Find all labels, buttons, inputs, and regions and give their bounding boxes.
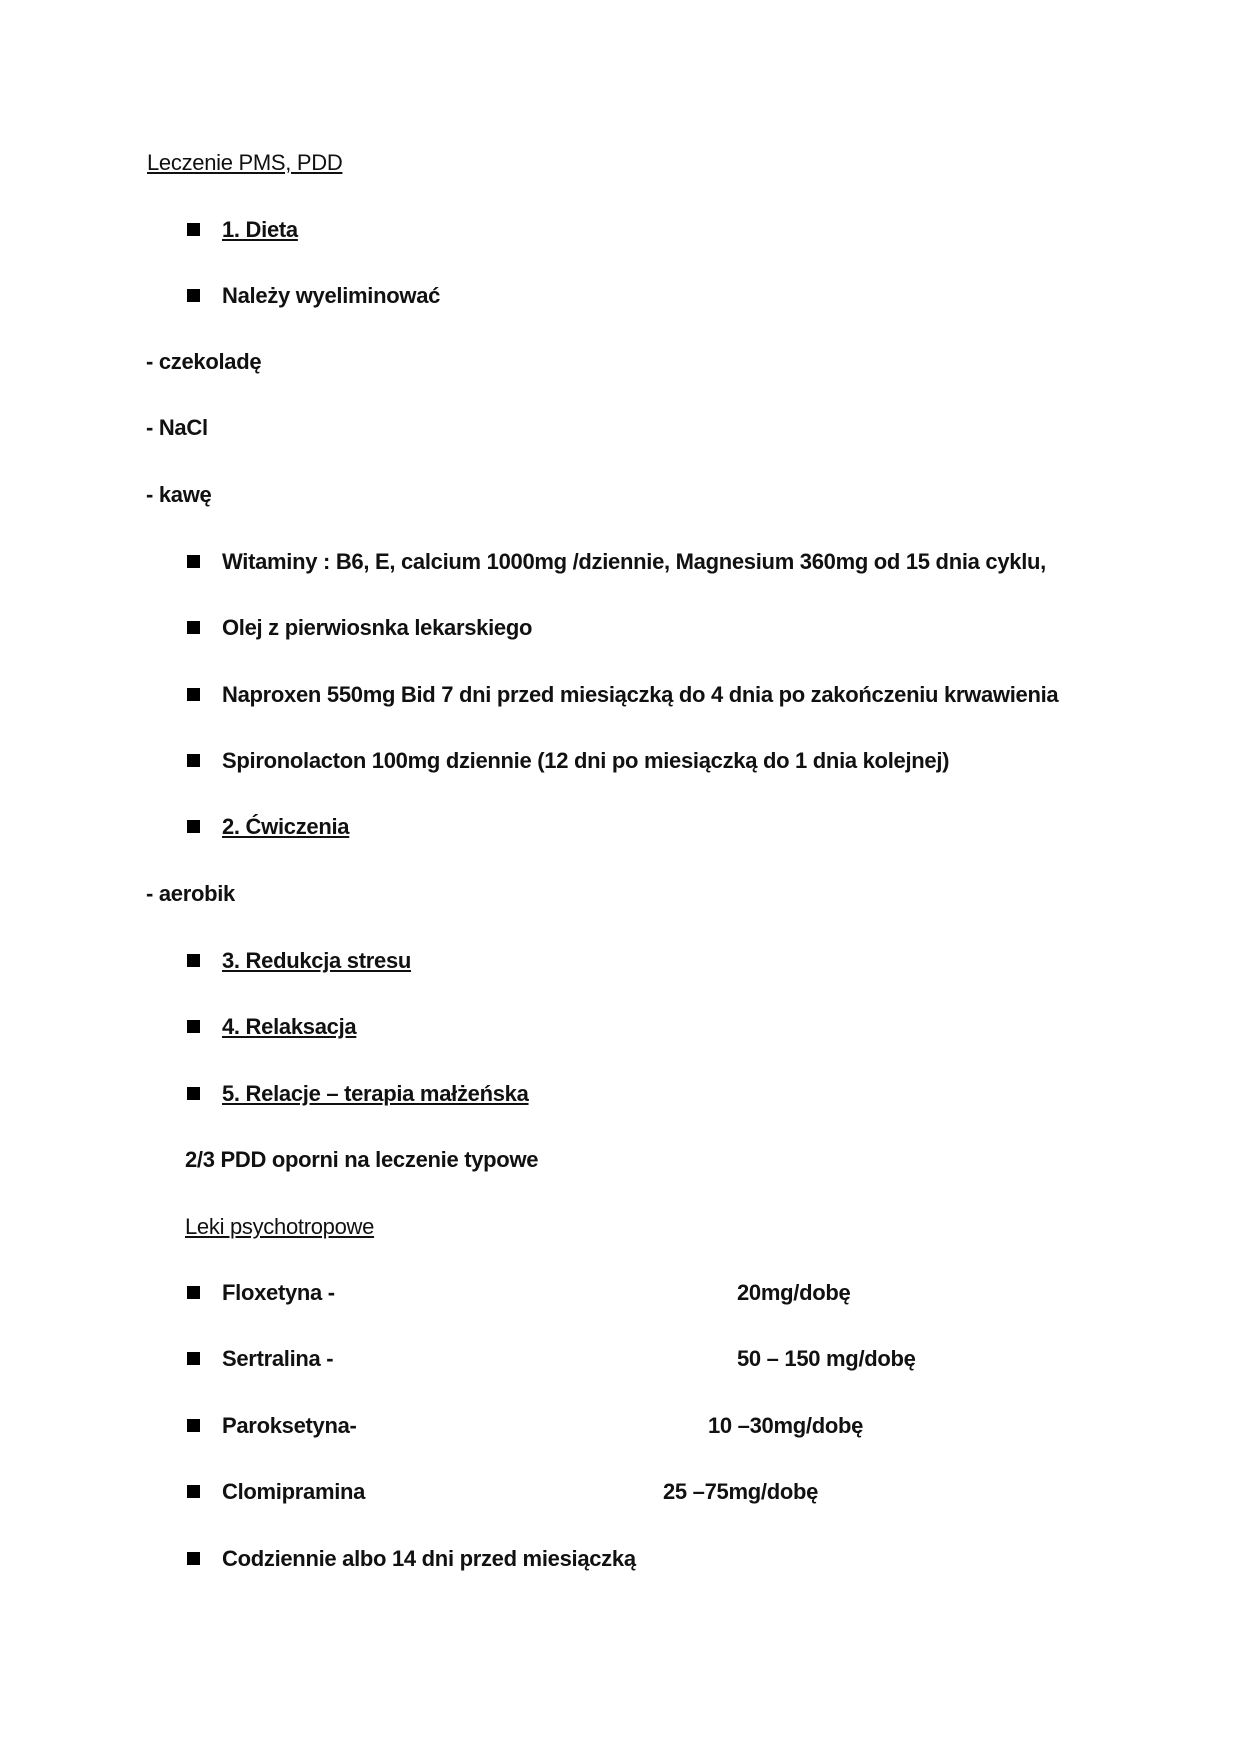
list-item-text: Olej z pierwiosnka lekarskiego: [222, 615, 533, 640]
list-item-spironolacton: [0, 747, 1240, 775]
drug-row: [0, 1279, 1240, 1307]
list-item-dieta: [0, 216, 1240, 244]
drug-name: Sertralina -: [222, 1346, 334, 1371]
list-item-text: Witaminy : B6, E, calcium 1000mg /dziennie, Magnesium 360mg od 15 dnia cyklu,: [222, 549, 1046, 574]
square-bullet-icon: [187, 223, 200, 236]
list-item-text: Naproxen 550mg Bid 7 dni przed miesiączką do 4 dnia po zakończeniu krwawienia: [222, 682, 1059, 707]
drug-dose: 10 –30mg/dobę: [708, 1413, 864, 1438]
document-title: Leczenie PMS, PDD: [147, 150, 343, 175]
list-item-text: Należy wyeliminować: [222, 283, 441, 308]
list-item-text: Spironolacton 100mg dziennie (12 dni po miesiączką do 1 dnia kolejnej): [222, 748, 950, 773]
square-bullet-icon: [187, 289, 200, 302]
list-item-witaminy: [0, 548, 1240, 576]
subheading-leki: Leki psychotropowe: [185, 1214, 375, 1239]
section-heading-cwiczenia: 2. Ćwiczenia: [222, 814, 350, 839]
square-bullet-icon: [187, 688, 200, 701]
dash-item-nacl: - NaCl: [146, 415, 208, 440]
list-item-nalezy: [0, 282, 1240, 310]
drug-dose: 25 –75mg/dobę: [663, 1479, 819, 1504]
list-item-relacje: [0, 1080, 1240, 1108]
section-heading-dieta: 1. Dieta: [222, 217, 298, 242]
list-item-cwiczenia: [0, 813, 1240, 841]
list-item-naproxen: [0, 681, 1240, 709]
paragraph-oporni: 2/3 PDD oporni na leczenie typowe: [185, 1147, 539, 1172]
list-item-relaksacja: [0, 1013, 1240, 1041]
dash-item-kawe: - kawę: [146, 482, 212, 507]
square-bullet-icon: [187, 621, 200, 634]
square-bullet-icon: [187, 1087, 200, 1100]
square-bullet-icon: [187, 754, 200, 767]
list-item-redukcja: [0, 947, 1240, 975]
square-bullet-icon: [187, 1485, 200, 1498]
square-bullet-icon: [187, 954, 200, 967]
square-bullet-icon: [187, 820, 200, 833]
square-bullet-icon: [187, 555, 200, 568]
drug-row: [0, 1412, 1240, 1440]
section-heading-relaksacja: 4. Relaksacja: [222, 1014, 357, 1039]
list-item-text: Codziennie albo 14 dni przed miesiączką: [222, 1546, 636, 1571]
square-bullet-icon: [187, 1419, 200, 1432]
drug-dose: 20mg/dobę: [737, 1280, 851, 1305]
drug-name: Clomipramina: [222, 1479, 366, 1504]
drug-name: Floxetyna -: [222, 1280, 335, 1305]
dash-item-aerobik: - aerobik: [146, 881, 235, 906]
dash-item-czekolade: - czekoladę: [146, 349, 262, 374]
list-item-final: [0, 1545, 1240, 1573]
drug-row: [0, 1345, 1240, 1373]
drug-dose: 50 – 150 mg/dobę: [737, 1346, 916, 1371]
list-item-olej: [0, 614, 1240, 642]
square-bullet-icon: [187, 1286, 200, 1299]
section-heading-redukcja: 3. Redukcja stresu: [222, 948, 412, 973]
square-bullet-icon: [187, 1352, 200, 1365]
square-bullet-icon: [187, 1020, 200, 1033]
drug-name: Paroksetyna-: [222, 1413, 357, 1438]
drug-row: [0, 1478, 1240, 1506]
section-heading-relacje: 5. Relacje – terapia małżeńska: [222, 1081, 529, 1106]
square-bullet-icon: [187, 1552, 200, 1565]
